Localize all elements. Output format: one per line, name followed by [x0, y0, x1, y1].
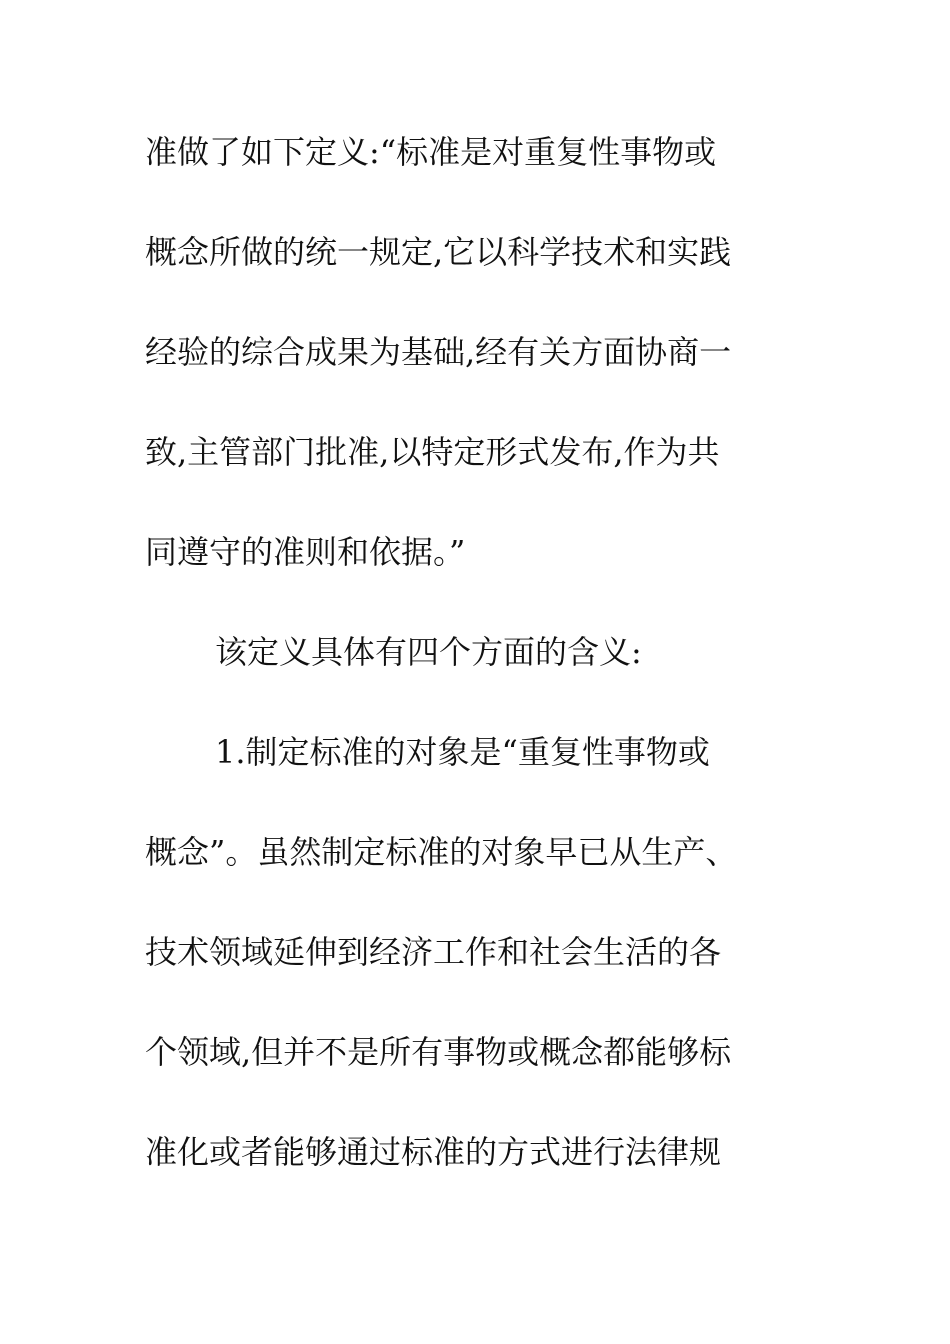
text-line-9: 技术领域延伸到经济工作和社会生活的各	[145, 933, 722, 971]
text-line-6: 该定义具体有四个方面的含义:	[215, 633, 642, 671]
text-line-2: 概念所做的统一规定,它以科学技术和实践	[145, 233, 732, 271]
text-line-4: 致,主管部门批准,以特定形式发布,作为共	[145, 433, 720, 471]
text-line-11: 准化或者能够通过标准的方式进行法律规	[145, 1133, 722, 1171]
text-line-1: 准做了如下定义:“标准是对重复性事物或	[145, 133, 717, 171]
text-line-7: 1.制定标准的对象是“重复性事物或	[215, 733, 710, 771]
text-line-8: 概念”。虽然制定标准的对象早已从生产、	[145, 833, 738, 871]
text-line-10: 个领域,但并不是所有事物或概念都能够标	[145, 1033, 732, 1071]
text-line-3: 经验的综合成果为基础,经有关方面协商一	[145, 333, 732, 371]
document-body	[145, 127, 805, 1227]
text-line-5: 同遵守的准则和依据。”	[145, 533, 466, 571]
